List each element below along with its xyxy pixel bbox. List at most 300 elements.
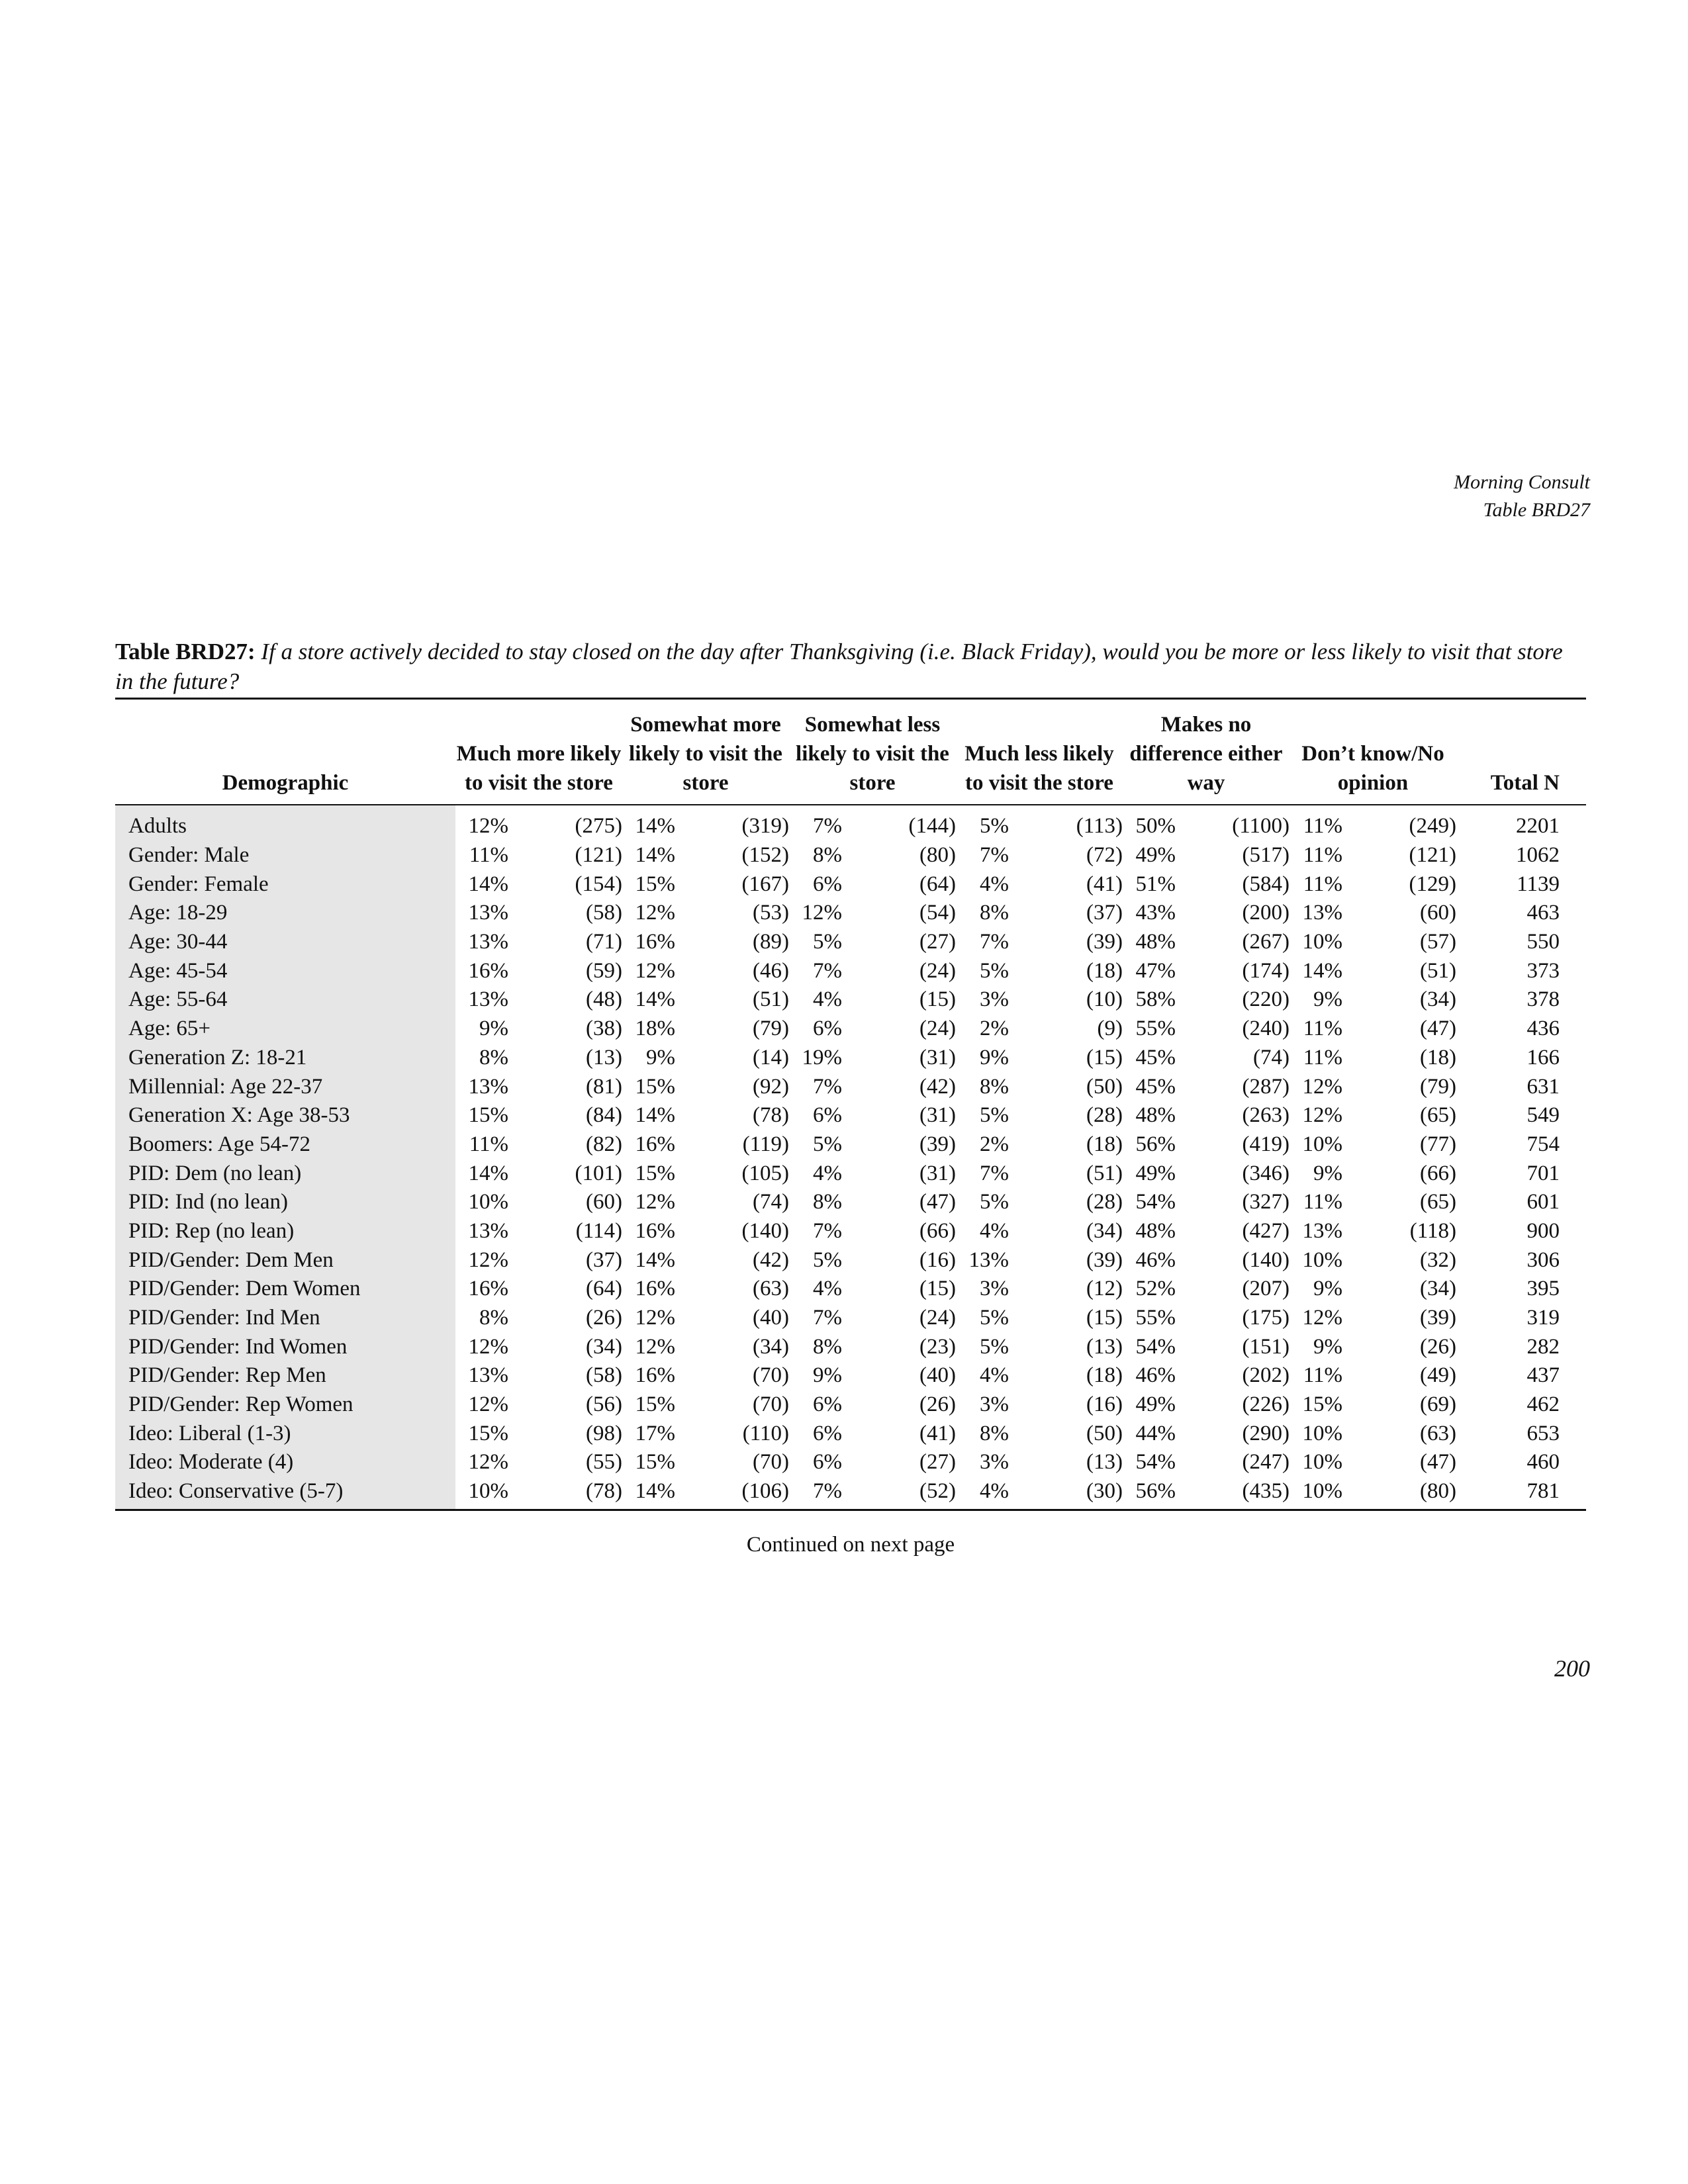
- table-row: [115, 1159, 1586, 1188]
- cell-percent: 10%: [1289, 1477, 1342, 1510]
- cell-percent: 7%: [980, 930, 1009, 954]
- cell-percent: 12%: [635, 1306, 675, 1330]
- table-row: [115, 899, 1586, 928]
- cell-percent: 5%: [980, 1334, 1009, 1359]
- cell-count: (114): [575, 1218, 622, 1243]
- cell-total-n: 378: [1526, 987, 1560, 1012]
- cell-count: (18): [1086, 958, 1123, 983]
- cell-count: (40): [919, 1363, 956, 1388]
- cell-count: (18): [1420, 1045, 1456, 1069]
- cell-count: (167): [741, 872, 789, 896]
- cell-percent: 5%: [980, 1306, 1009, 1330]
- cell-count: (34): [1086, 1218, 1123, 1243]
- cell-count: (34): [1420, 1277, 1456, 1301]
- cell-percent: 9%: [479, 1017, 508, 1041]
- cell-count: (16): [919, 1248, 956, 1272]
- cell-percent: 8%: [813, 843, 842, 868]
- column-header-dont-know: Don’t know/No opinion: [1289, 699, 1456, 805]
- cell-percent: 5%: [980, 958, 1009, 983]
- caption-question: If a store actively decided to stay closed on the day after Thanksgiving (i.e. Black Friday), would you be more or less likely to visit that store in the future?: [115, 639, 1563, 694]
- cell-count: (240): [1242, 1017, 1289, 1041]
- cell-percent: 12%: [1302, 1306, 1342, 1330]
- cell-total-n: 781: [1456, 1477, 1586, 1510]
- cell-count: (58): [586, 901, 622, 925]
- table-row: [115, 1130, 1586, 1160]
- cell-count: (1100): [1232, 814, 1289, 839]
- cell-count: (140): [1242, 1248, 1289, 1272]
- row-label: PID/Gender: Rep Women: [115, 1390, 455, 1420]
- cell-count: (51): [1420, 958, 1456, 983]
- cell-count: (106): [675, 1477, 789, 1510]
- cell-total-n: 1139: [1517, 872, 1560, 896]
- cell-percent: 56%: [1123, 1477, 1176, 1510]
- row-label: Boomers: Age 54-72: [115, 1130, 455, 1160]
- table-row: [115, 956, 1586, 985]
- cell-count: (74): [753, 1190, 789, 1214]
- cell-count: (42): [753, 1248, 789, 1272]
- continued-note: Continued on next page: [746, 1533, 955, 1557]
- row-label: PID/Gender: Dem Women: [115, 1275, 455, 1304]
- cell-count: (202): [1242, 1363, 1289, 1388]
- cell-percent: 9%: [1313, 1161, 1342, 1185]
- cell-percent: 13%: [468, 987, 508, 1012]
- cell-percent: 4%: [980, 1363, 1009, 1388]
- table-row: [115, 1015, 1586, 1044]
- table-row: [115, 1275, 1586, 1304]
- cell-count: (110): [742, 1421, 789, 1445]
- cell-percent: 12%: [635, 1190, 675, 1214]
- cell-percent: 4%: [980, 872, 1009, 896]
- cell-percent: 48%: [1135, 1103, 1176, 1128]
- cell-count: (154): [575, 872, 622, 896]
- cell-percent: 12%: [802, 901, 842, 925]
- cell-percent: 9%: [646, 1045, 675, 1069]
- cell-percent: 16%: [635, 1218, 675, 1243]
- cell-count: (50): [1086, 1074, 1123, 1099]
- cell-percent: 15%: [635, 1392, 675, 1417]
- cell-count: (226): [1242, 1392, 1289, 1417]
- cell-count: (419): [1242, 1132, 1289, 1156]
- cell-percent: 6%: [813, 1421, 842, 1445]
- column-header-much-more-likely: Much more likely to visit the store: [455, 699, 622, 805]
- cell-percent: 16%: [635, 1277, 675, 1301]
- cell-count: (39): [919, 1132, 956, 1156]
- table-row: [115, 1390, 1586, 1420]
- cell-count: (51): [753, 987, 789, 1012]
- row-label: Age: 55-64: [115, 985, 455, 1015]
- cell-count: (275): [575, 814, 622, 839]
- cell-count: (10): [1086, 987, 1123, 1012]
- cell-count: (70): [753, 1392, 789, 1417]
- cell-percent: 14%: [635, 1103, 675, 1128]
- cell-percent: 13%: [1302, 901, 1342, 925]
- cell-count: (15): [1086, 1306, 1123, 1330]
- cell-percent: 13%: [468, 901, 508, 925]
- cell-count: (249): [1409, 814, 1456, 839]
- cell-count: (37): [586, 1248, 622, 1272]
- cell-count: (27): [919, 930, 956, 954]
- cell-percent: 14%: [635, 814, 675, 839]
- cell-count: (290): [1242, 1421, 1289, 1445]
- cell-total-n: 306: [1526, 1248, 1560, 1272]
- cell-percent: 7%: [813, 1074, 842, 1099]
- cell-count: (89): [753, 930, 789, 954]
- cell-count: (151): [1242, 1334, 1289, 1359]
- cell-count: (24): [919, 1017, 956, 1041]
- cell-count: (319): [741, 814, 789, 839]
- cell-count: (27): [919, 1450, 956, 1475]
- table-caption: [115, 637, 1586, 696]
- cell-count: (47): [1420, 1017, 1456, 1041]
- cell-percent: 46%: [1135, 1363, 1176, 1388]
- cell-percent: 10%: [1302, 1450, 1342, 1475]
- cell-count: (39): [1420, 1306, 1456, 1330]
- cell-percent: 14%: [635, 1248, 675, 1272]
- cell-count: (82): [586, 1132, 622, 1156]
- cell-percent: 13%: [468, 1218, 508, 1243]
- cell-count: (200): [1242, 901, 1289, 925]
- cell-percent: 4%: [813, 1277, 842, 1301]
- cell-percent: 45%: [1135, 1074, 1176, 1099]
- table-reference: Table BRD27: [1483, 499, 1590, 521]
- cell-count: (140): [741, 1218, 789, 1243]
- cell-count: (47): [919, 1190, 956, 1214]
- cell-count: (54): [919, 901, 956, 925]
- cell-percent: 6%: [813, 1450, 842, 1475]
- cell-count: (60): [586, 1190, 622, 1214]
- cell-percent: 10%: [1302, 1132, 1342, 1156]
- cell-percent: 46%: [1135, 1248, 1176, 1272]
- cell-count: (34): [586, 1334, 622, 1359]
- cell-count: (60): [1420, 901, 1456, 925]
- cell-count: (37): [1086, 901, 1123, 925]
- cell-percent: 4%: [980, 1218, 1009, 1243]
- cell-count: (39): [1086, 1248, 1123, 1272]
- row-label: PID/Gender: Ind Women: [115, 1332, 455, 1361]
- table-row: [115, 805, 1586, 841]
- caption-label: Table BRD27:: [115, 639, 256, 664]
- row-label: Ideo: Moderate (4): [115, 1448, 455, 1477]
- table-row: [115, 841, 1586, 870]
- cell-percent: 7%: [813, 814, 842, 839]
- cell-count: (77): [1420, 1132, 1456, 1156]
- cell-count: (14): [753, 1045, 789, 1069]
- results-table: [115, 698, 1586, 1511]
- row-label: Gender: Female: [115, 870, 455, 899]
- cell-percent: 5%: [980, 1190, 1009, 1214]
- cell-count: (49): [1420, 1363, 1456, 1388]
- cell-count: (84): [586, 1103, 622, 1128]
- cell-total-n: 437: [1526, 1363, 1560, 1388]
- cell-percent: 9%: [980, 1045, 1009, 1069]
- cell-percent: 13%: [468, 930, 508, 954]
- cell-count: (51): [1086, 1161, 1123, 1185]
- cell-percent: 7%: [813, 1218, 842, 1243]
- cell-count: (30): [1009, 1477, 1123, 1510]
- cell-count: (584): [1242, 872, 1289, 896]
- cell-count: (79): [1420, 1074, 1456, 1099]
- cell-percent: 10%: [455, 1477, 508, 1510]
- cell-count: (72): [1086, 843, 1123, 868]
- cell-count: (31): [919, 1045, 956, 1069]
- cell-total-n: 395: [1526, 1277, 1560, 1301]
- cell-total-n: 900: [1526, 1218, 1560, 1243]
- header-row: [115, 699, 1586, 805]
- column-header-much-less-likely: Much less likely to visit the store: [956, 699, 1123, 805]
- cell-percent: 14%: [468, 1161, 508, 1185]
- cell-count: (58): [586, 1363, 622, 1388]
- cell-count: (113): [1076, 814, 1123, 839]
- cell-count: (52): [842, 1477, 956, 1510]
- cell-count: (13): [586, 1045, 622, 1069]
- cell-percent: 6%: [813, 872, 842, 896]
- row-label: Millennial: Age 22-37: [115, 1072, 455, 1101]
- column-header-somewhat-more-likely: Somewhat more likely to visit the store: [622, 699, 789, 805]
- cell-count: (66): [919, 1218, 956, 1243]
- cell-percent: 15%: [635, 872, 675, 896]
- cell-percent: 12%: [468, 1334, 508, 1359]
- cell-count: (28): [1086, 1190, 1123, 1214]
- cell-percent: 10%: [1302, 930, 1342, 954]
- cell-count: (70): [753, 1363, 789, 1388]
- cell-count: (427): [1242, 1218, 1289, 1243]
- table-row: [115, 1448, 1586, 1477]
- row-label: Adults: [115, 805, 455, 841]
- cell-count: (41): [919, 1421, 956, 1445]
- table-row: [115, 1072, 1586, 1101]
- table-row: [115, 1332, 1586, 1361]
- cell-count: (32): [1420, 1248, 1456, 1272]
- table-row: [115, 1217, 1586, 1246]
- cell-percent: 11%: [1303, 843, 1342, 868]
- cell-percent: 10%: [1302, 1248, 1342, 1272]
- cell-count: (69): [1420, 1392, 1456, 1417]
- cell-percent: 8%: [479, 1045, 508, 1069]
- column-header-no-difference: Makes no difference either way: [1123, 699, 1289, 805]
- table-row: [115, 1304, 1586, 1333]
- cell-count: (92): [753, 1074, 789, 1099]
- cell-percent: 9%: [1313, 1334, 1342, 1359]
- cell-total-n: 319: [1526, 1306, 1560, 1330]
- row-label: PID/Gender: Rep Men: [115, 1361, 455, 1390]
- cell-count: (50): [1086, 1421, 1123, 1445]
- table-body: [115, 805, 1586, 1510]
- cell-total-n: 436: [1526, 1017, 1560, 1041]
- cell-percent: 6%: [813, 1103, 842, 1128]
- cell-percent: 47%: [1135, 958, 1176, 983]
- cell-percent: 49%: [1135, 843, 1176, 868]
- cell-count: (152): [741, 843, 789, 868]
- cell-percent: 5%: [813, 1248, 842, 1272]
- cell-percent: 45%: [1135, 1045, 1176, 1069]
- cell-percent: 15%: [635, 1450, 675, 1475]
- cell-percent: 8%: [813, 1190, 842, 1214]
- cell-percent: 11%: [1303, 1363, 1342, 1388]
- cell-percent: 8%: [813, 1334, 842, 1359]
- cell-percent: 10%: [468, 1190, 508, 1214]
- cell-count: (129): [1409, 872, 1456, 896]
- cell-count: (121): [1409, 843, 1456, 868]
- cell-percent: 14%: [1302, 958, 1342, 983]
- cell-count: (263): [1242, 1103, 1289, 1128]
- cell-total-n: 1062: [1516, 843, 1560, 868]
- cell-count: (24): [919, 958, 956, 983]
- cell-percent: 5%: [813, 1132, 842, 1156]
- cell-count: (18): [1086, 1132, 1123, 1156]
- cell-percent: 11%: [469, 843, 508, 868]
- cell-count: (247): [1242, 1450, 1289, 1475]
- cell-count: (71): [586, 930, 622, 954]
- cell-count: (55): [586, 1450, 622, 1475]
- cell-total-n: 2201: [1516, 814, 1560, 839]
- cell-count: (13): [1086, 1450, 1123, 1475]
- cell-total-n: 601: [1526, 1190, 1560, 1214]
- cell-percent: 11%: [1303, 1045, 1342, 1069]
- cell-count: (15): [1086, 1045, 1123, 1069]
- row-label: Generation X: Age 38-53: [115, 1101, 455, 1130]
- row-label: Generation Z: 18-21: [115, 1044, 455, 1073]
- cell-total-n: 549: [1526, 1103, 1560, 1128]
- cell-percent: 13%: [968, 1248, 1009, 1272]
- cell-count: (40): [753, 1306, 789, 1330]
- cell-count: (70): [753, 1450, 789, 1475]
- cell-count: (78): [753, 1103, 789, 1128]
- cell-count: (81): [586, 1074, 622, 1099]
- cell-percent: 55%: [1135, 1306, 1176, 1330]
- cell-percent: 3%: [980, 1277, 1009, 1301]
- cell-count: (38): [586, 1017, 622, 1041]
- cell-percent: 3%: [980, 987, 1009, 1012]
- cell-count: (66): [1420, 1161, 1456, 1185]
- cell-count: (59): [586, 958, 622, 983]
- cell-percent: 12%: [468, 1392, 508, 1417]
- cell-count: (220): [1242, 987, 1289, 1012]
- row-label: Age: 18-29: [115, 899, 455, 928]
- cell-percent: 5%: [980, 814, 1009, 839]
- cell-percent: 54%: [1135, 1190, 1176, 1214]
- cell-count: (42): [919, 1074, 956, 1099]
- row-label: Gender: Male: [115, 841, 455, 870]
- row-label: Age: 65+: [115, 1015, 455, 1044]
- cell-percent: 54%: [1135, 1450, 1176, 1475]
- column-header-total-n: Total N: [1456, 699, 1586, 805]
- cell-count: (48): [586, 987, 622, 1012]
- cell-percent: 7%: [980, 1161, 1009, 1185]
- row-label: PID/Gender: Ind Men: [115, 1304, 455, 1333]
- cell-count: (26): [586, 1306, 622, 1330]
- cell-percent: 50%: [1135, 814, 1176, 839]
- cell-percent: 8%: [980, 1074, 1009, 1099]
- cell-count: (267): [1242, 930, 1289, 954]
- table-row: [115, 1419, 1586, 1448]
- cell-percent: 12%: [635, 958, 675, 983]
- table-row: [115, 1246, 1586, 1275]
- row-label: Age: 30-44: [115, 928, 455, 957]
- cell-count: (105): [741, 1161, 789, 1185]
- cell-count: (101): [575, 1161, 622, 1185]
- cell-percent: 4%: [956, 1477, 1009, 1510]
- cell-count: (98): [586, 1421, 622, 1445]
- cell-total-n: 701: [1526, 1161, 1560, 1185]
- cell-count: (53): [753, 901, 789, 925]
- cell-percent: 4%: [813, 1161, 842, 1185]
- cell-total-n: 373: [1526, 958, 1560, 983]
- cell-count: (79): [753, 1017, 789, 1041]
- cell-percent: 16%: [635, 930, 675, 954]
- cell-percent: 13%: [1302, 1218, 1342, 1243]
- cell-percent: 54%: [1135, 1334, 1176, 1359]
- cell-count: (287): [1242, 1074, 1289, 1099]
- cell-count: (327): [1242, 1190, 1289, 1214]
- cell-count: (118): [1409, 1218, 1456, 1243]
- cell-count: (63): [753, 1277, 789, 1301]
- row-label: PID: Rep (no lean): [115, 1217, 455, 1246]
- cell-percent: 12%: [635, 901, 675, 925]
- cell-total-n: 631: [1526, 1074, 1560, 1099]
- cell-percent: 11%: [1303, 872, 1342, 896]
- cell-percent: 58%: [1135, 987, 1176, 1012]
- cell-count: (174): [1242, 958, 1289, 983]
- cell-percent: 5%: [980, 1103, 1009, 1128]
- row-label: PID: Ind (no lean): [115, 1188, 455, 1217]
- cell-count: (74): [1253, 1045, 1289, 1069]
- table-row: [115, 1044, 1586, 1073]
- cell-count: (12): [1086, 1277, 1123, 1301]
- cell-percent: 19%: [802, 1045, 842, 1069]
- cell-percent: 7%: [980, 843, 1009, 868]
- cell-total-n: 462: [1526, 1392, 1560, 1417]
- cell-count: (47): [1420, 1450, 1456, 1475]
- cell-count: (23): [919, 1334, 956, 1359]
- cell-percent: 11%: [1303, 1190, 1342, 1214]
- cell-percent: 12%: [468, 814, 508, 839]
- table-row: [115, 1101, 1586, 1130]
- cell-count: (13): [1086, 1334, 1123, 1359]
- cell-percent: 14%: [622, 1477, 675, 1510]
- cell-percent: 48%: [1135, 930, 1176, 954]
- cell-total-n: 463: [1526, 901, 1560, 925]
- cell-count: (34): [753, 1334, 789, 1359]
- cell-percent: 5%: [813, 930, 842, 954]
- cell-percent: 16%: [635, 1132, 675, 1156]
- table-row: [115, 1477, 1586, 1510]
- cell-count: (65): [1420, 1103, 1456, 1128]
- cell-count: (46): [753, 958, 789, 983]
- cell-percent: 15%: [635, 1074, 675, 1099]
- cell-percent: 13%: [468, 1363, 508, 1388]
- cell-percent: 15%: [468, 1103, 508, 1128]
- cell-percent: 2%: [980, 1132, 1009, 1156]
- cell-percent: 49%: [1135, 1392, 1176, 1417]
- cell-count: (435): [1176, 1477, 1289, 1510]
- cell-count: (121): [575, 843, 622, 868]
- cell-percent: 3%: [980, 1392, 1009, 1417]
- cell-percent: 2%: [980, 1017, 1009, 1041]
- cell-percent: 12%: [468, 1248, 508, 1272]
- cell-percent: 8%: [479, 1306, 508, 1330]
- table-row: [115, 928, 1586, 957]
- cell-percent: 52%: [1135, 1277, 1176, 1301]
- cell-count: (517): [1242, 843, 1289, 868]
- page-header: [1454, 469, 1590, 524]
- cell-percent: 14%: [635, 843, 675, 868]
- cell-percent: 11%: [1303, 814, 1342, 839]
- cell-percent: 9%: [1313, 1277, 1342, 1301]
- cell-percent: 16%: [468, 958, 508, 983]
- row-label: Age: 45-54: [115, 956, 455, 985]
- column-header-somewhat-less-likely: Somewhat less likely to visit the store: [789, 699, 956, 805]
- cell-count: (18): [1086, 1363, 1123, 1388]
